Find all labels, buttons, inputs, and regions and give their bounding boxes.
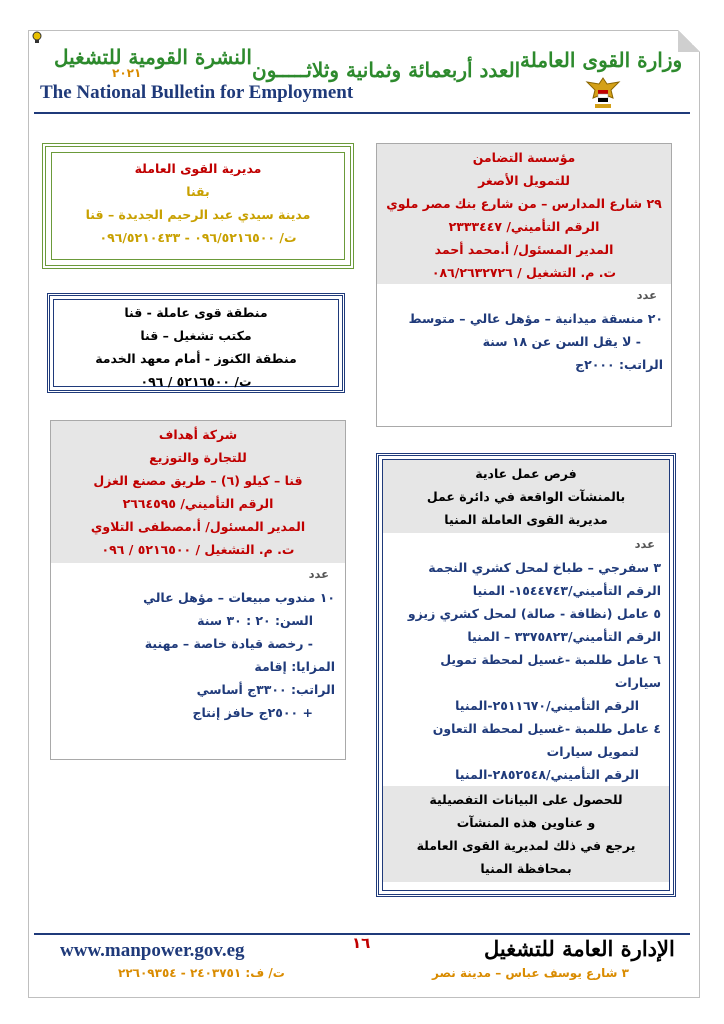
office-phone: ت/ ٥٢١٦٥٠٠ / ٠٩٦	[140, 374, 252, 389]
ministry-title: وزارة القوى العاملة	[520, 48, 683, 72]
job-line: ٦ عامل طلمبة -غسيل لمحطة تمويل سيارات	[440, 652, 661, 690]
publication-title-en: The National Bulletin for Employment	[40, 82, 354, 103]
directorate-phone: ت/ ٠٩٦/٥٢١٦٥٠٠ - ٠٩٦/٥٢١٠٤٣٣	[99, 230, 297, 245]
section-subtitle: بالمنشآت الواقعة في دائرة عمل	[426, 489, 626, 504]
minya-job-opportunities	[376, 453, 676, 897]
salary-line: الراتب: ٢٠٠٠ج	[575, 357, 663, 372]
count-label: عدد	[634, 537, 655, 551]
benefits-line: المزايا: إقامة	[254, 659, 335, 674]
job-line: ٢٠ منسقة ميدانية – مؤهل عالي – متوسط	[408, 311, 663, 326]
job-insurance: الرقم التأميني/٢٨٥٢٥٤٨-المنيا	[455, 767, 639, 782]
company-name: شركة أهداف	[158, 427, 238, 442]
job-line-continued: لتمويل سيارات	[546, 744, 639, 759]
website-link[interactable]: www.manpower.gov.eg	[60, 940, 245, 961]
directorate-name: مديرية القوى العاملة	[134, 161, 262, 176]
contact-note: بمحافظة المنيا	[480, 861, 572, 876]
contact-note: و عناوين هذه المنشآت	[456, 815, 596, 830]
company-address: قنا – كيلو (٦) – طريق مصنع الغزل	[93, 473, 303, 488]
job-line: ٣ سفرجي – طباخ لمحل كشري النجمة	[428, 560, 661, 575]
section-directorate: مديرية القوى العاملة المنيا	[444, 512, 608, 527]
manpower-directorate-qena	[42, 143, 354, 269]
publication-year: ٢٠٢١	[112, 66, 142, 80]
eagle-emblem-icon	[583, 76, 623, 110]
license-line: - رخصة قيادة خاصة – مهنية	[144, 636, 313, 651]
org-subtitle: للتمويل الأصغر	[478, 173, 570, 188]
insurance-number: الرقم التأميني/ ٢٦٦٤٥٩٥	[122, 496, 274, 511]
publication-title-ar: النشرة القومية للتشغيل	[54, 45, 252, 69]
section-title: فرص عمل عادية	[475, 466, 577, 481]
job-insurance: الرقم التأميني/٢٥١١٦٧٠-المنيا	[455, 698, 639, 713]
office-region: منطقة قوى عاملة - قنا	[124, 305, 268, 320]
contact-note: يرجع في ذلك لمديرية القوى العاملة	[416, 838, 636, 853]
directorate-address: مدينة سيدي عبد الرحيم الجديدة – قنا	[85, 207, 311, 222]
department-name: الإدارة العامة للتشغيل	[484, 936, 675, 961]
department-address: ٣ شارع يوسف عباس – مدينة نصر	[432, 966, 629, 980]
contact-note: للحصول على البيانات التفصيلية	[429, 792, 623, 807]
job-note: - لا يقل السن عن ١٨ سنة	[482, 334, 641, 349]
insurance-number: الرقم التأميني/ ٢٣٣٣٤٤٧	[448, 219, 600, 234]
bullet-decoration-icon	[32, 30, 42, 44]
office-name: مكتب تشغيل – قنا	[140, 328, 252, 343]
department-phone: ت/ ف: ٢٤٠٣٧٥١ - ٢٢٦٠٩٣٥٤	[118, 966, 285, 980]
company-subtitle: للتجارة والتوزيع	[149, 450, 247, 465]
count-label: عدد	[308, 567, 329, 581]
job-insurance: الرقم التأميني/١٥٤٤٧٤٣- المنيا	[472, 583, 661, 598]
bonus-line: + ٢٥٠٠ج حافز إنتاج	[192, 705, 313, 720]
manager-name: المدير المسئول/ أ.مصطفى التلاوي	[90, 519, 306, 534]
manager-name: المدير المسئول/ أ.محمد أحمد	[434, 242, 614, 257]
header-rule	[34, 112, 690, 114]
job-insurance: الرقم التأميني/٣٣٧٥٨٢٣ – المنيا	[467, 629, 661, 644]
count-label: عدد	[636, 288, 657, 302]
job-line: ٥ عامل (نظافة - صالة) لمحل كشري زيزو	[407, 606, 661, 621]
page-number: ١٦	[352, 934, 371, 952]
salary-line: الراتب: ٣٣٠٠ج أساسي	[196, 682, 335, 697]
listing-ahdaf	[50, 420, 346, 760]
employment-office-qena	[47, 293, 345, 393]
employment-phone: ت. م. التشغيل / ٠٨٦/٢٦٣٢٧٢٦	[431, 265, 617, 280]
directorate-city: بقنا	[186, 184, 210, 199]
employment-phone: ت. م. التشغيل / ٥٢١٦٥٠٠ / ٠٩٦	[101, 542, 295, 557]
issue-title: العدد أربعمائة وثمانية وثلاثـــــون	[252, 58, 521, 82]
org-name: مؤسسة التضامن	[472, 150, 576, 165]
age-line: السن: ٢٠ : ٣٠ سنة	[197, 613, 313, 628]
listing-tadamon	[376, 143, 672, 427]
org-address: ٢٩ شارع المدارس – من شارع بنك مصر ملوي	[386, 196, 662, 211]
job-line: ٤ عامل طلمبة -غسيل لمحطة التعاون	[432, 721, 661, 736]
job-line: ١٠ مندوب مبيعات – مؤهل عالي	[143, 590, 335, 605]
office-address: منطقة الكنوز - أمام معهد الخدمة	[95, 351, 297, 366]
